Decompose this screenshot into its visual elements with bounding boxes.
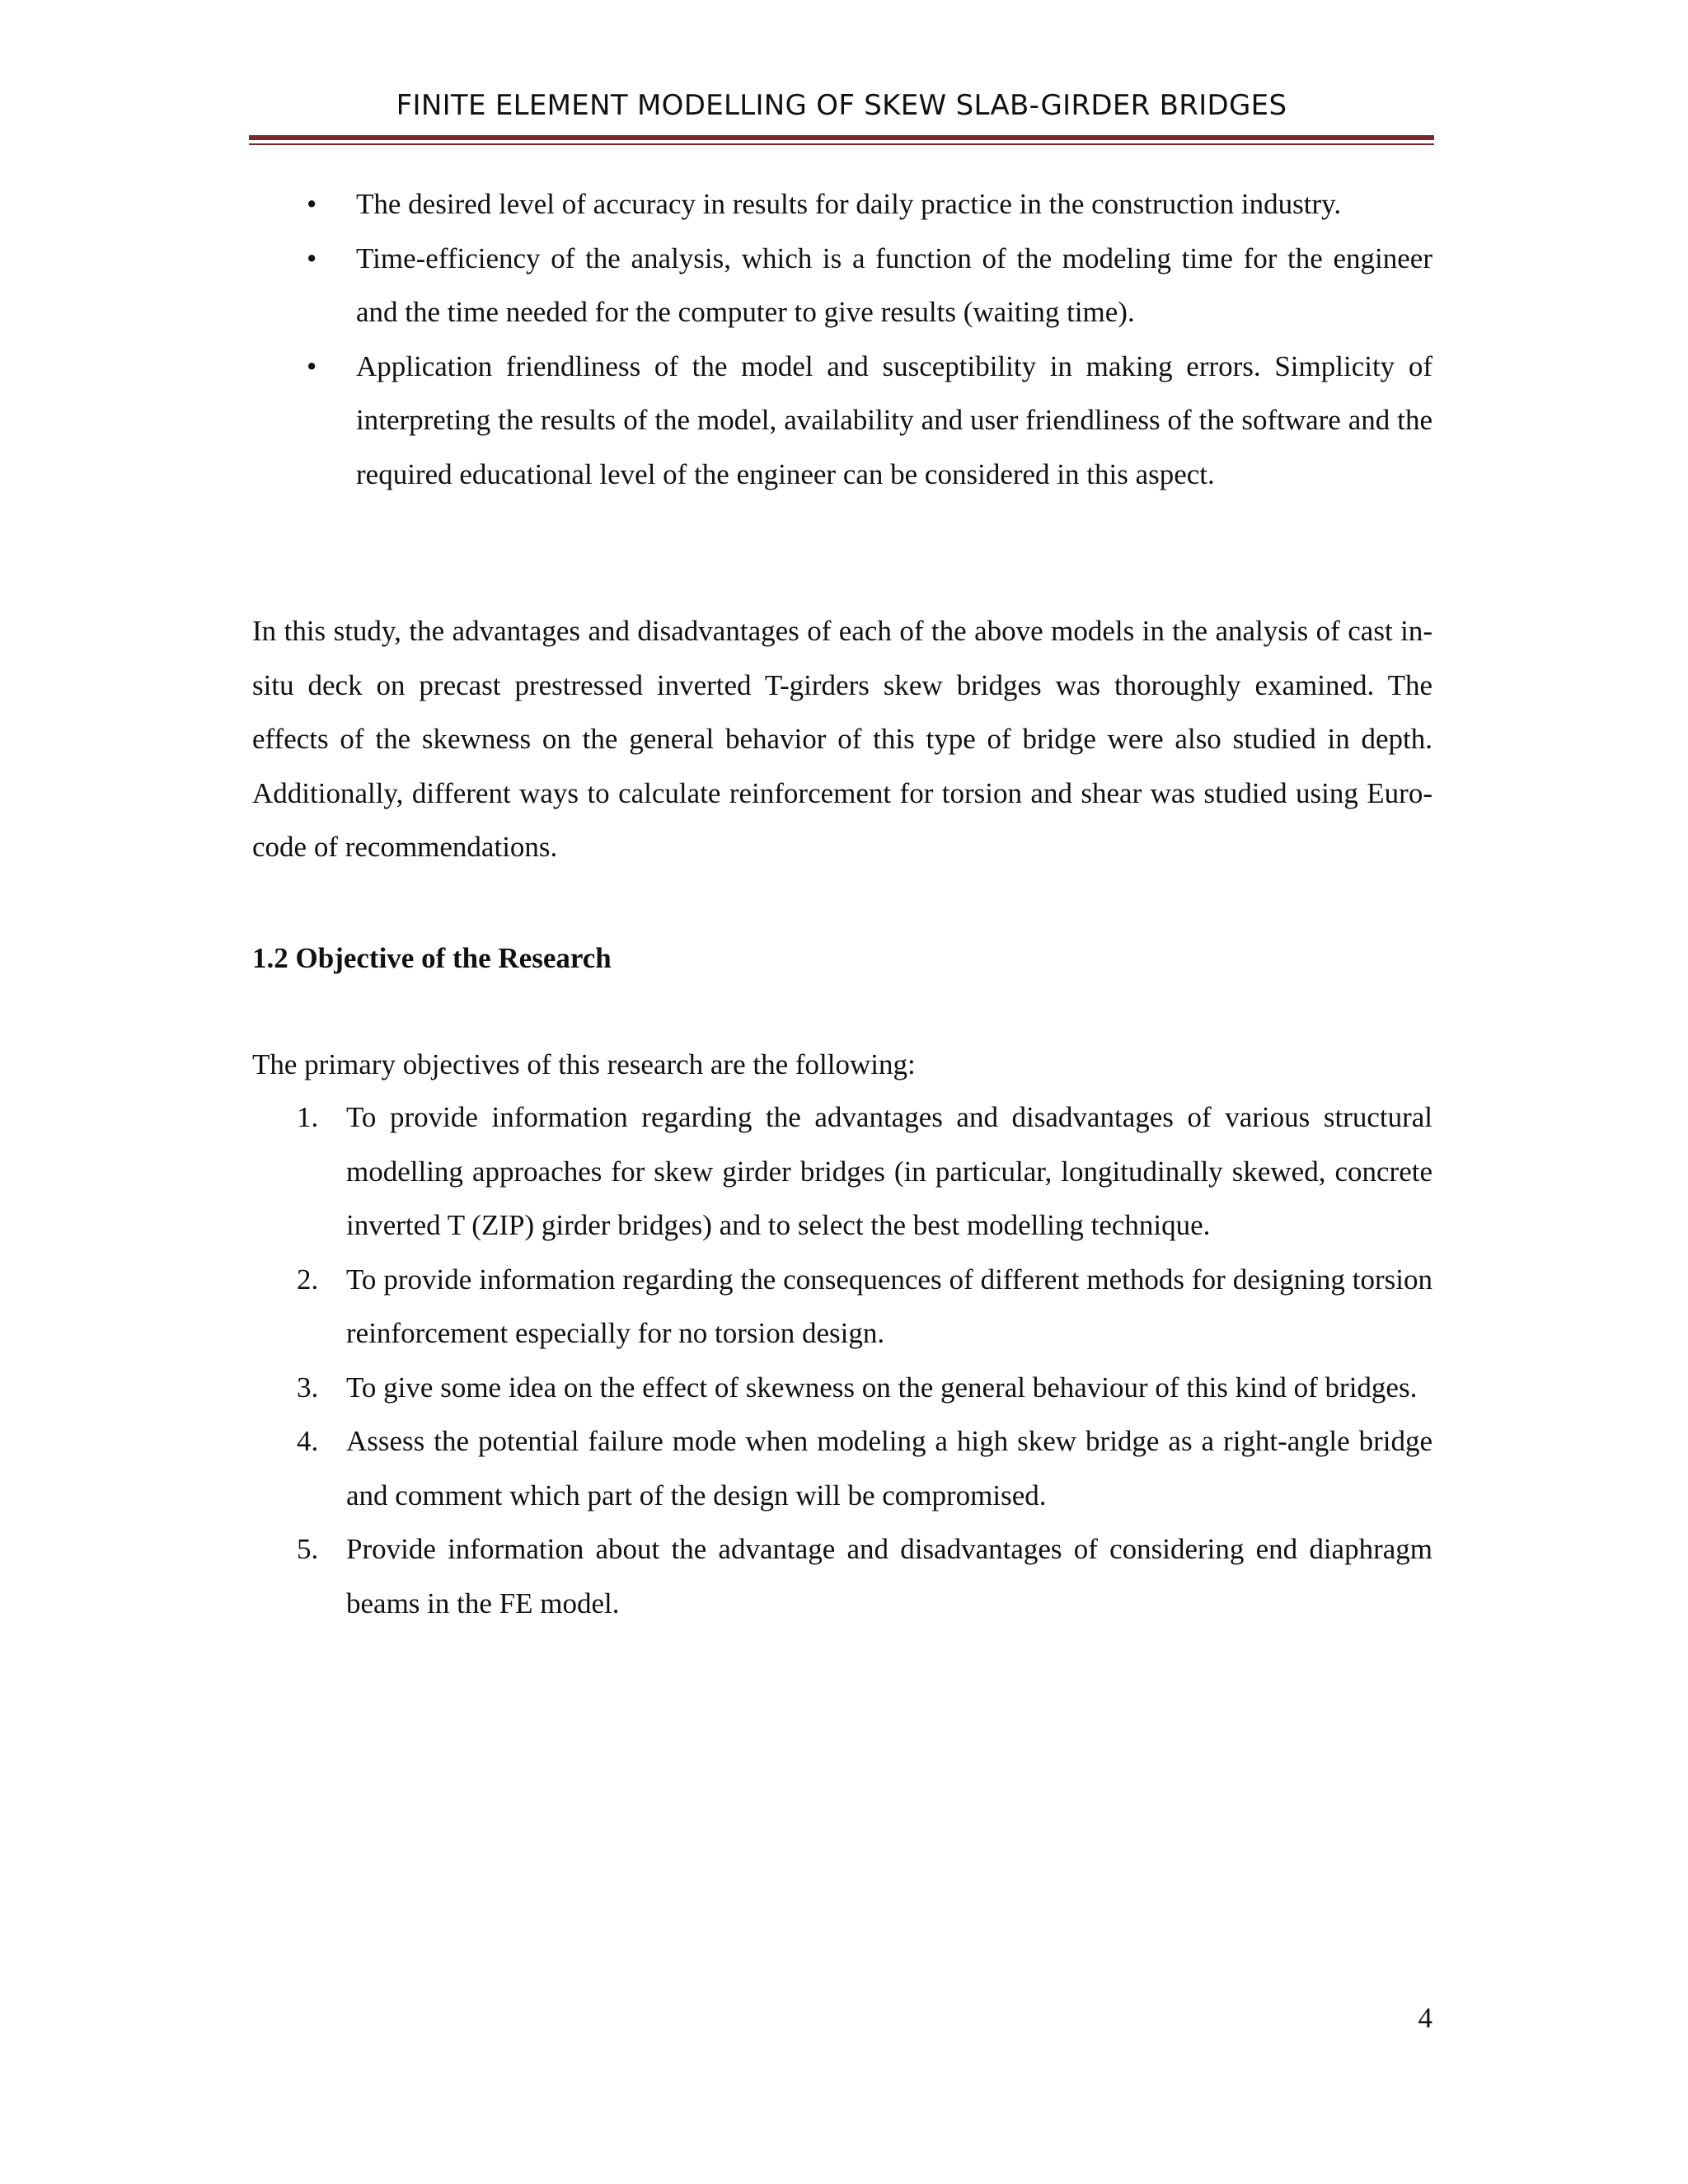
objective-text: To give some idea on the effect of skewness on the general behaviour of this kind of bridges. <box>346 1371 1418 1404</box>
objectives-list <box>297 1090 1432 1630</box>
bullet-marker: • <box>307 349 317 382</box>
list-item <box>297 1253 1432 1361</box>
bullet-text: Application friendliness of the model and susceptibility in making errors. Simplicity of interpreting the results of the model, availability and user friendliness of the software and the required educational level of the engineer can be considered in this aspect. <box>356 349 1432 490</box>
list-number: 2. <box>297 1263 319 1296</box>
page-number: 4 <box>1418 2002 1432 2034</box>
bullet-marker: • <box>307 241 317 274</box>
bullet-text: The desired level of accuracy in results for daily practice in the construction industry. <box>356 188 1342 220</box>
header-rule-thin <box>249 143 1434 145</box>
objectives-intro: The primary objectives of this research are the following: <box>252 1048 916 1080</box>
objective-text: To provide information regarding the consequences of different methods for designing torsion reinforcement especially for no torsion design. <box>346 1263 1432 1349</box>
objective-text: Provide information about the advantage and disadvantages of considering end diaphragm beams in the FE model. <box>346 1533 1432 1619</box>
criteria-bullet-list <box>307 177 1432 501</box>
list-item <box>307 232 1432 340</box>
list-number: 1. <box>297 1101 319 1133</box>
objective-text: To provide information regarding the advantages and disadvantages of various structural modelling approaches for skew girder bridges (in particular, longitudinally skewed, concrete inverted T (ZIP) girder bridges) and to select the best modelling technique. <box>346 1101 1432 1241</box>
section-heading: 1.2 Objective of the Research <box>252 942 612 974</box>
header-rule-thick <box>249 135 1434 140</box>
list-item <box>297 1522 1432 1630</box>
list-number: 5. <box>297 1533 319 1565</box>
bullet-marker: • <box>307 188 317 220</box>
list-item <box>297 1414 1432 1522</box>
bullet-text: Time-efficiency of the analysis, which is a function of the modeling time for the engineer and the time needed for the computer to give results (waiting time). <box>356 241 1432 328</box>
running-header: FINITE ELEMENT MODELLING OF SKEW SLAB-GIRDER BRIDGES <box>396 89 1287 122</box>
list-number: 4. <box>297 1425 319 1457</box>
objective-text: Assess the potential failure mode when modeling a high skew bridge as a right-angle bridge and comment which part of the design will be compromised. <box>346 1425 1432 1511</box>
list-item <box>297 1361 1432 1415</box>
list-item <box>297 1090 1432 1253</box>
list-number: 3. <box>297 1371 319 1404</box>
list-item <box>307 177 1432 232</box>
study-paragraph: In this study, the advantages and disadvantages of each of the above models in the analysis of cast in-situ deck on precast prestressed inverted T-girders skew bridges was thoroughly examined. The effects of the skewness on the general behavior of this type of bridge were also studied in depth. Additionally, different ways to calculate reinforcement for torsion and shear was studied using Euro-code of recommendations. <box>252 615 1432 863</box>
list-item <box>307 340 1432 502</box>
